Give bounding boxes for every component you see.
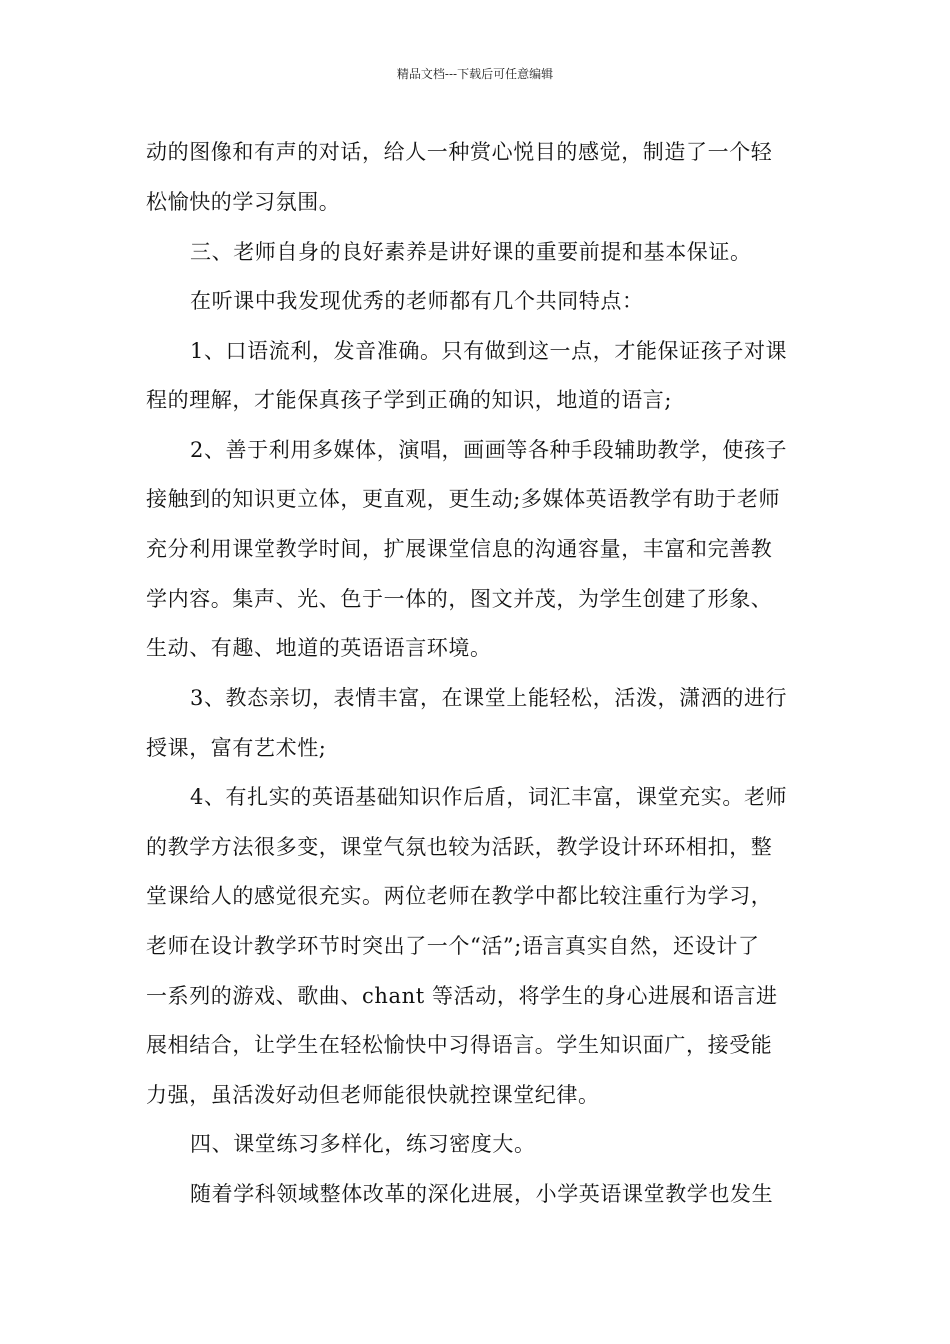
body-line-22: 随着学科领域整体改革的深化进展，小学英语课堂教学也发生 (190, 1182, 774, 1206)
body-line-20: 力强，虽活泼好动但老师能很快就控课堂纪律。 (146, 1083, 600, 1107)
body-line-2: 松愉快的学习氛围。 (146, 190, 341, 214)
body-line-16: 堂课给人的感觉很充实。两位老师在教学中都比较注重行为学习， (146, 884, 773, 908)
body-line-7: 2、善于利用多媒体，演唱，画画等各种手段辅助教学，使孩子 (190, 438, 788, 462)
body-line-3: 三、老师自身的良好素养是讲好课的重要前提和基本保证。 (190, 240, 752, 264)
body-line-19: 展相结合，让学生在轻松愉快中习得语言。学生知识面广，接受能 (146, 1033, 773, 1057)
body-line-9: 充分利用课堂教学时间，扩展课堂信息的沟通容量，丰富和完善教 (146, 537, 773, 561)
body-line-4: 在听课中我发现优秀的老师都有几个共同特点： (190, 289, 644, 313)
body-line-11: 生动、有趣、地道的英语语言环境。 (146, 636, 492, 660)
body-line-15: 的教学方法很多变，课堂气氛也较为活跃，教学设计环环相扣，整 (146, 835, 773, 859)
body-line-1: 动的图像和有声的对话，给人一种赏心悦目的感觉，制造了一个轻 (146, 140, 773, 164)
body-line-14: 4、有扎实的英语基础知识作后盾，词汇丰富，课堂充实。老师 (190, 785, 788, 809)
body-line-6: 程的理解，才能保真孩子学到正确的知识，地道的语言; (146, 388, 673, 412)
page-header: 精品文档---下载后可任意编辑 (396, 67, 554, 81)
body-line-18: 一系列的游戏、歌曲、chant 等活动，将学生的身心进展和语言进 (146, 984, 778, 1008)
body-line-8: 接触到的知识更立体，更直观，更生动;多媒体英语教学有助于老师 (146, 487, 781, 511)
body-line-17: 老师在设计教学环节时突出了一个“活”;语言真实自然，还设计了 (146, 934, 760, 958)
body-line-21: 四、课堂练习多样化，练习密度大。 (190, 1132, 536, 1156)
body-line-10: 学内容。集声、光、色于一体的，图文并茂，为学生创建了形象、 (146, 587, 773, 611)
body-line-5: 1、口语流利，发音准确。只有做到这一点，才能保证孩子对课 (190, 339, 788, 363)
body-line-12: 3、教态亲切，表情丰富，在课堂上能轻松，活泼，潇洒的进行 (190, 686, 788, 710)
body-line-13: 授课，富有艺术性; (146, 736, 327, 760)
